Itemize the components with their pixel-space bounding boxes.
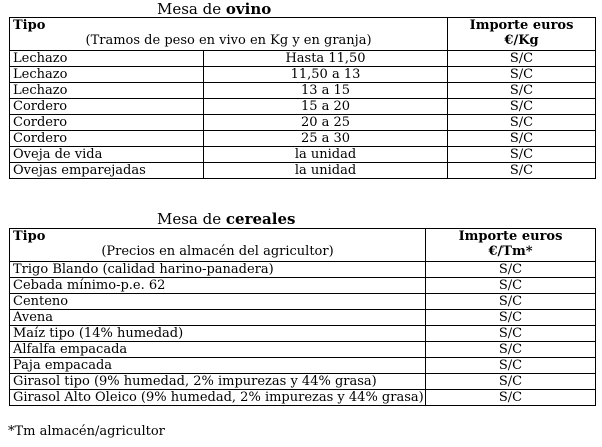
tipo-cell: Maíz tipo (14% humedad)	[10, 326, 426, 342]
importe-cell: S/C	[426, 310, 596, 326]
importe-cell: S/C	[448, 163, 596, 179]
table-row	[10, 358, 596, 374]
ovino-title-bold: ovino	[225, 0, 272, 18]
table-row	[10, 294, 596, 310]
importe-cell: S/C	[426, 278, 596, 294]
tramo-cell: la unidad	[204, 163, 448, 179]
tipo-cell: Cordero	[10, 131, 204, 147]
table-row	[10, 278, 596, 294]
table-row	[10, 131, 596, 147]
cereales-table-title: Mesa de cereales	[157, 210, 296, 228]
table-row	[10, 262, 596, 278]
tipo-cell: Lechazo	[10, 51, 204, 67]
tipo-cell: Ovejas emparejadas	[10, 163, 204, 179]
tipo-cell: Trigo Blando (calidad harino-panadera)	[10, 262, 426, 278]
ovino-table	[9, 17, 596, 179]
ovino-header-tipo: Tipo (Tramos de peso en vivo en Kg y en granja)	[10, 18, 448, 51]
importe-cell: S/C	[448, 99, 596, 115]
tramo-cell: la unidad	[204, 147, 448, 163]
ovino-table-title: Mesa de ovino	[157, 0, 272, 18]
tramo-cell: 11,50 a 13	[204, 67, 448, 83]
importe-cell: S/C	[426, 358, 596, 374]
tipo-cell: Oveja de vida	[10, 147, 204, 163]
cereales-table	[9, 228, 596, 406]
tipo-cell: Centeno	[10, 294, 426, 310]
table-row	[10, 99, 596, 115]
table-row	[10, 83, 596, 99]
table-row	[10, 67, 596, 83]
tipo-cell: Lechazo	[10, 83, 204, 99]
importe-cell: S/C	[448, 147, 596, 163]
ovino-header-row	[10, 18, 596, 51]
importe-cell: S/C	[448, 83, 596, 99]
tramo-cell: 15 a 20	[204, 99, 448, 115]
importe-cell: S/C	[426, 326, 596, 342]
tipo-cell: Cordero	[10, 99, 204, 115]
tramo-cell: Hasta 11,50	[204, 51, 448, 67]
tipo-cell: Cebada mínimo-p.e. 62	[10, 278, 426, 294]
cereales-title-bold: cereales	[225, 210, 296, 228]
table-row	[10, 115, 596, 131]
importe-cell: S/C	[426, 262, 596, 278]
table-row	[10, 326, 596, 342]
table-row	[10, 147, 596, 163]
tipo-cell: Paja empacada	[10, 358, 426, 374]
importe-cell: S/C	[448, 115, 596, 131]
tramo-cell: 25 a 30	[204, 131, 448, 147]
cereales-header-tipo: Tipo (Precios en almacén del agricultor)	[10, 229, 426, 262]
table-row	[10, 51, 596, 67]
tipo-cell: Avena	[10, 310, 426, 326]
tipo-cell: Girasol Alto Oleico (9% humedad, 2% impurezas y 44% grasa)	[10, 390, 426, 406]
cereales-header-importe: Importe euros €/Tm*	[426, 229, 596, 262]
table-row	[10, 342, 596, 358]
footnote: *Tm almacén/agricultor	[8, 424, 165, 439]
importe-cell: S/C	[448, 131, 596, 147]
table-row	[10, 390, 596, 406]
table-row	[10, 374, 596, 390]
importe-cell: S/C	[426, 294, 596, 310]
tipo-cell: Cordero	[10, 115, 204, 131]
cereales-header-row	[10, 229, 596, 262]
importe-cell: S/C	[426, 342, 596, 358]
tipo-cell: Girasol tipo (9% humedad, 2% impurezas y 44% grasa)	[10, 374, 426, 390]
importe-cell: S/C	[426, 374, 596, 390]
tipo-cell: Lechazo	[10, 67, 204, 83]
tramo-cell: 13 a 15	[204, 83, 448, 99]
tipo-cell: Alfalfa empacada	[10, 342, 426, 358]
importe-cell: S/C	[426, 390, 596, 406]
table-row	[10, 163, 596, 179]
tramo-cell: 20 a 25	[204, 115, 448, 131]
importe-cell: S/C	[448, 67, 596, 83]
ovino-header-importe: Importe euros €/Kg	[448, 18, 596, 51]
table-row	[10, 310, 596, 326]
importe-cell: S/C	[448, 51, 596, 67]
